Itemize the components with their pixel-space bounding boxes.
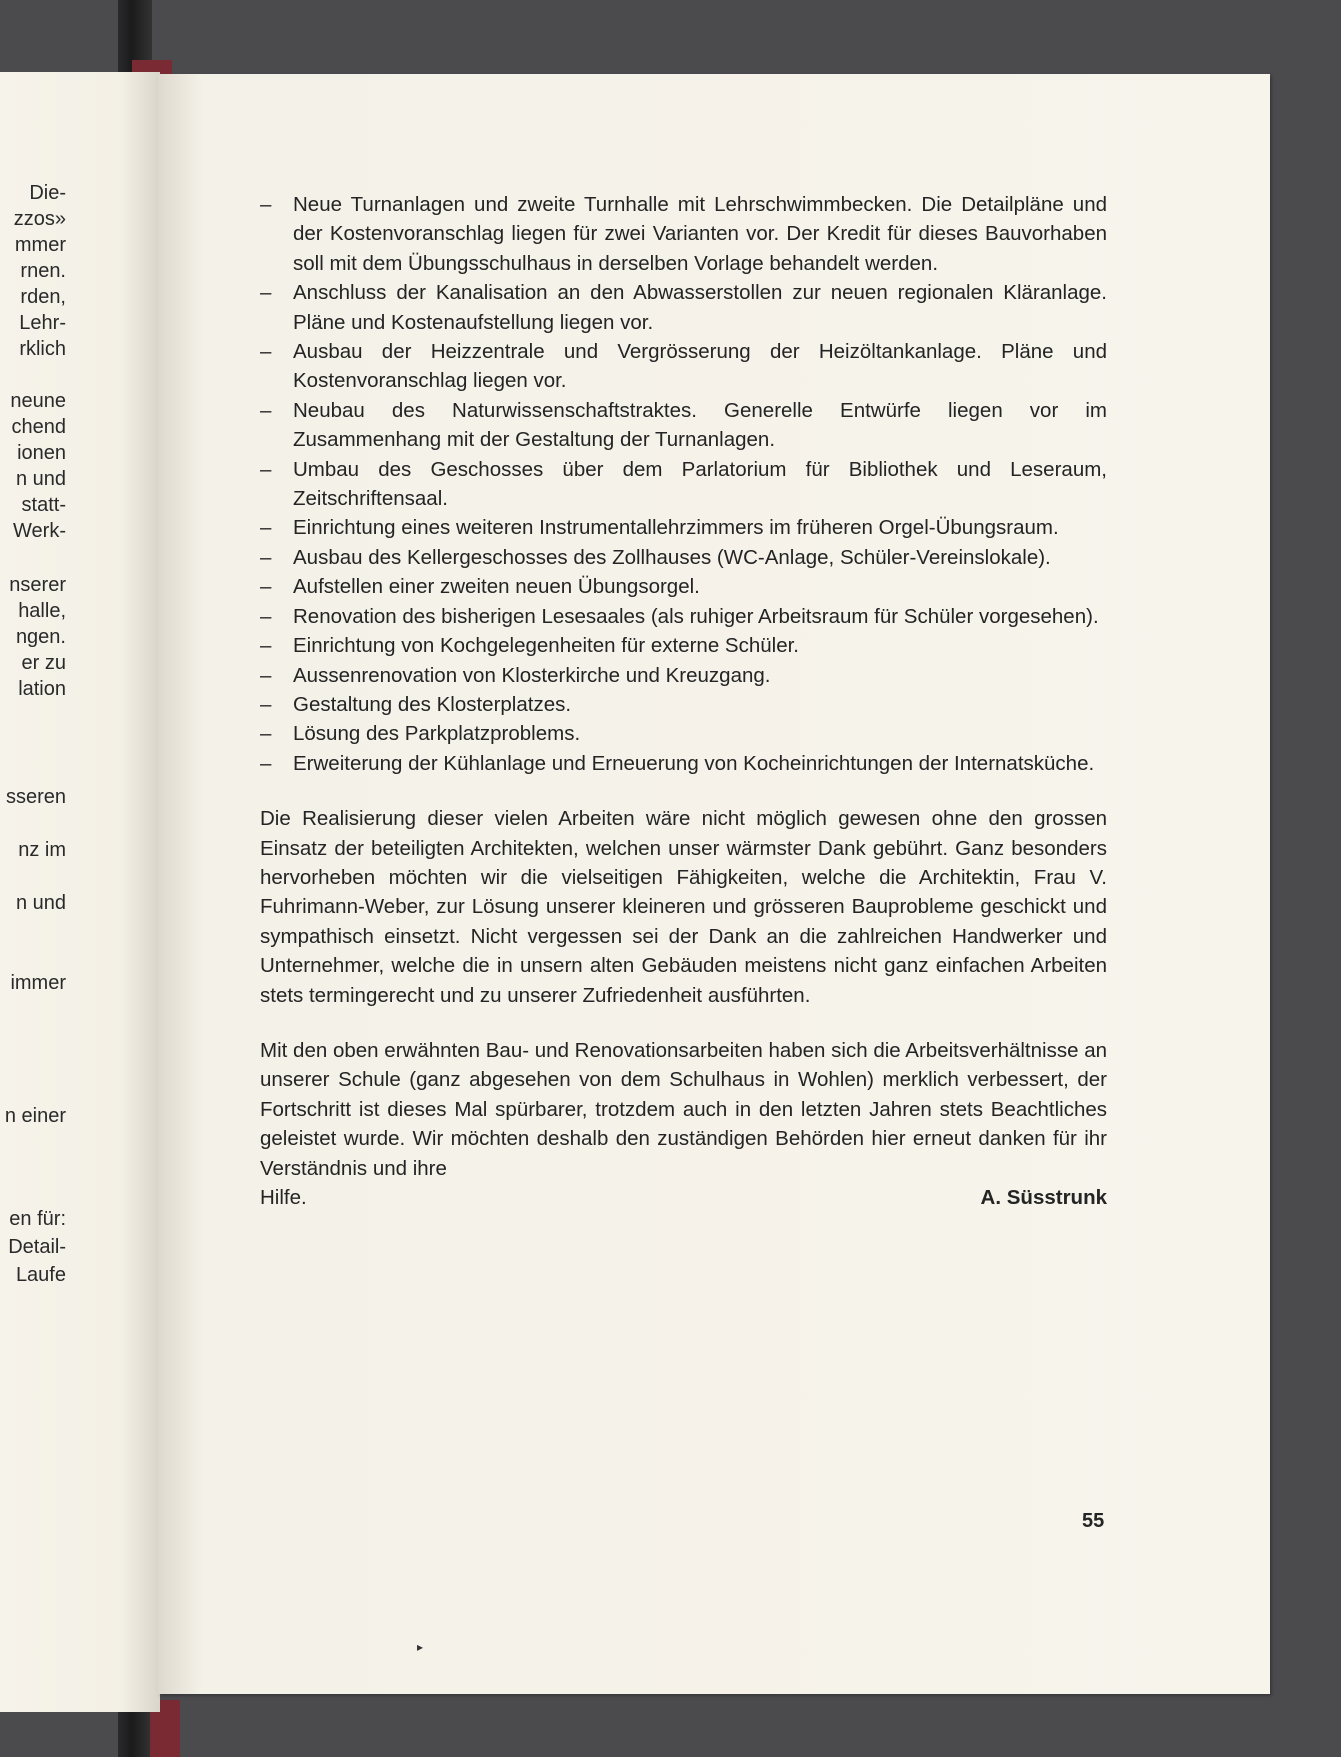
list-item: – Lösung des Parkplatzproblems. [260, 719, 1107, 748]
left-page-fragment: Lehr- [19, 312, 66, 334]
left-page-fragment: nserer [9, 574, 66, 596]
left-page-fragment: en für: [9, 1208, 66, 1230]
left-page-fragment: rden, [20, 286, 66, 308]
left-page-fragment: zzos» [13, 208, 66, 230]
list-item: – Aufstellen einer zweiten neuen Übungsorgel. [260, 572, 1107, 601]
left-page-fragment: n einer [4, 1105, 66, 1127]
left-page-fragment: rklich [19, 338, 66, 360]
left-page-fragment: immer [10, 972, 66, 994]
list-item: – Renovation des bisherigen Lesesaales (als ruhiger Arbeitsraum für Schüler vorgesehen). [260, 602, 1107, 631]
left-page-fragment: er zu [21, 652, 66, 674]
list-item: – Erweiterung der Kühlanlage und Erneuerung von Kocheinrichtungen der Internatsküche. [260, 749, 1107, 778]
author-signature: A. Süsstrunk [980, 1186, 1107, 1209]
page-content [260, 190, 1107, 1212]
paragraph-acknowledgement: Die Realisierung dieser vielen Arbeiten wäre nicht möglich gewesen ohne den grossen Einsatz der beteiligten Architekten, welchen unser wärmster Dank gebührt. Ganz besonders hervorheben möchten wir die vielseitigen Fähigkeiten, welche die Architektin, Frau V. Fuhrimann-Weber, zur Lösung unserer kleineren und grösseren Bauprobleme geschickt und sympathisch einsetzt. Nicht vergessen sei der Dank an die zahlreichen Handwerker und Unternehmer, welche die in unsern alten Gebäuden meistens nicht ganz einfachen Arbeiten stets termingerecht und zu unserer Zufriedenheit ausführten. [260, 807, 1107, 1007]
left-page-fragment: sseren [5, 786, 66, 808]
left-page-fragment: Laufe [15, 1264, 66, 1286]
list-item: – Ausbau der Heizzentrale und Vergrösserung der Heizöltankanlage. Pläne und Kostenvoranschlag liegen vor. [260, 337, 1107, 396]
left-page-fragment: Werk- [13, 520, 66, 542]
work-list [260, 190, 1107, 778]
left-page-fragment: ngen. [15, 626, 66, 648]
left-page [0, 72, 160, 1712]
left-page-fragment: Die- [29, 182, 66, 204]
left-page-fragment: ionen [17, 442, 66, 464]
left-page-fragment: halle, [18, 600, 66, 622]
left-page-fragment: lation [18, 678, 66, 700]
list-item: – Ausbau des Kellergeschosses des Zollhauses (WC-Anlage, Schüler-Vereinslokale). [260, 543, 1107, 572]
paragraph-conclusion-end: Hilfe. [260, 1186, 307, 1209]
left-page-fragment: chend [11, 416, 66, 438]
left-page-fragment: mmer [14, 234, 66, 256]
left-page-fragment: n und [15, 468, 66, 490]
list-item: – Einrichtung eines weiteren Instrumentallehrzimmers im früheren Orgel-Übungsraum. [260, 513, 1107, 542]
left-page-fragment: nz im [18, 839, 66, 861]
left-page-fragment: rnen. [20, 260, 66, 282]
page-number: 55 [1082, 1510, 1105, 1532]
list-item: – Umbau des Geschosses über dem Parlatorium für Bibliothek und Leseraum, Zeitschriftensaal. [260, 455, 1107, 514]
list-item: – Gestaltung des Klosterplatzes. [260, 690, 1107, 719]
left-page-fragment: neune [10, 390, 66, 412]
signature-line [260, 1183, 1107, 1212]
left-page-fragment: statt- [21, 494, 66, 516]
list-item: – Einrichtung von Kochgelegenheiten für externe Schüler. [260, 631, 1107, 660]
print-mark: ▸ [417, 1640, 424, 1654]
left-page-fragment: Detail- [8, 1236, 66, 1258]
list-item: – Anschluss der Kanalisation an den Abwasserstollen zur neuen regionalen Kläranlage. Pläne und Kostenaufstellung liegen vor. [260, 278, 1107, 337]
list-item: – Aussenrenovation von Klosterkirche und Kreuzgang. [260, 661, 1107, 690]
list-item: – Neubau des Naturwissenschaftstraktes. Generelle Entwürfe liegen vor im Zusammenhang mit der Gestaltung der Turnanlagen. [260, 396, 1107, 455]
list-item: – Neue Turnanlagen und zweite Turnhalle mit Lehrschwimmbecken. Die Detailpläne und der Kostenvoranschlag liegen für zwei Varianten vor. Der Kredit für dieses Bauvorhaben soll mit dem Übungsschulhaus in derselben Vorlage behandelt werden. [260, 190, 1107, 278]
left-page-fragment: n und [15, 892, 66, 914]
paragraph-conclusion: Mit den oben erwähnten Bau- und Renovationsarbeiten haben sich die Arbeitsverhältnisse an unserer Schule (ganz abgesehen von dem Schulhaus in Wohlen) merklich verbessert, der Fortschritt ist dieses Mal spürbarer, trotzdem auch in den letzten Jahren stets Beachtliches geleistet wurde. Wir möchten deshalb den zuständigen Behörden hier erneut danken für ihr Verständnis und ihre [260, 1038, 1107, 1180]
